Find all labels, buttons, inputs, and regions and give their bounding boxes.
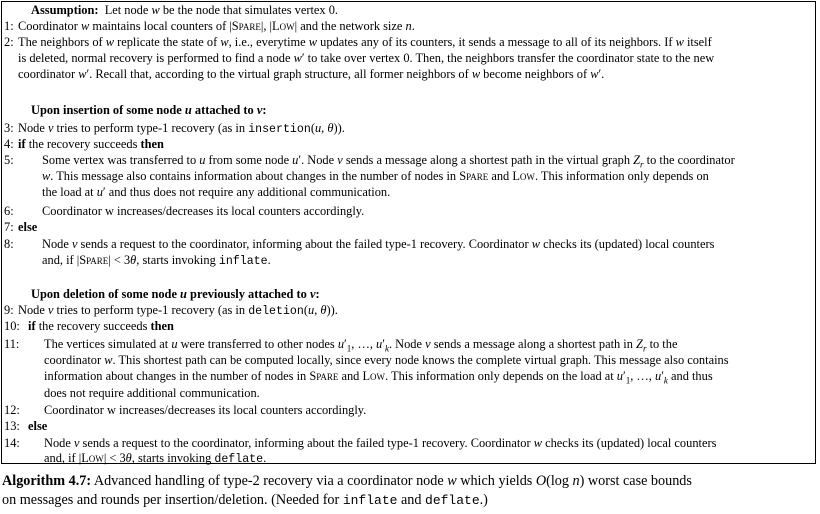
caption-label: Algorithm 4.7: xyxy=(2,473,92,489)
step-7-number: 7: xyxy=(4,220,14,234)
step-7-else: else xyxy=(18,220,38,234)
step-5-number: 5: xyxy=(4,153,14,167)
insertion-heading: Upon insertion of some node u attached to v: xyxy=(31,103,267,117)
step-8-number: 8: xyxy=(4,237,14,251)
step-1-text: Coordinator w maintains local counters of |Spare|, |Low| and the network size n. xyxy=(18,19,415,33)
step-3-number: 3: xyxy=(4,121,14,135)
step-6-number: 6: xyxy=(4,204,14,218)
step-11-number: 11: xyxy=(4,337,20,351)
step-10-number: 10: xyxy=(4,319,20,333)
step-9-text: Node v tries to perform type-1 recovery (as in deletion(u, θ)). xyxy=(18,303,338,318)
step-6-text: Coordinator w increases/decreases its local counters accordingly. xyxy=(42,204,365,218)
deletion-heading: Upon deletion of some node u previously attached to v: xyxy=(31,287,320,301)
step-12-text: Coordinator w increases/decreases its local counters accordingly. xyxy=(44,403,367,417)
step-4-text: if the recovery succeeds then xyxy=(18,137,164,151)
step-2-number: 2: xyxy=(4,35,14,49)
step-3-text: Node v tries to perform type-1 recovery (as in insertion(u, θ)). xyxy=(18,121,345,136)
assumption-text: Let node w be the node that simulates vertex 0. xyxy=(104,3,338,17)
step-13-else: else xyxy=(28,419,48,433)
step-14-number: 14: xyxy=(4,436,20,450)
assumption-label: Assumption: xyxy=(31,3,99,17)
step-4-number: 4: xyxy=(4,137,14,151)
step-12-number: 12: xyxy=(4,403,20,417)
step-9-number: 9: xyxy=(4,303,14,317)
step-1-number: 1: xyxy=(4,19,14,33)
step-10-text: if the recovery succeeds then xyxy=(28,319,174,333)
assumption-line xyxy=(31,3,338,18)
step-13-number: 13: xyxy=(4,419,20,433)
